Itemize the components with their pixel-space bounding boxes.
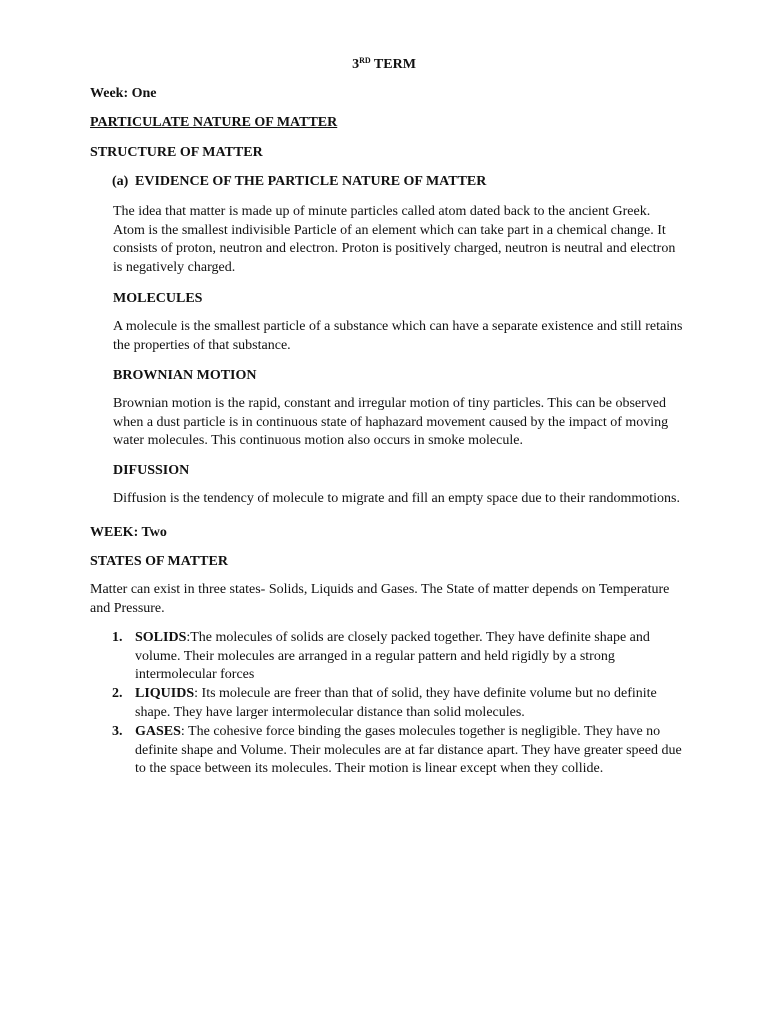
states-heading: STATES OF MATTER (90, 554, 228, 569)
states-paragraph: Matter can exist in three states- Solids, Liquids and Gases. The State of matter depends on Temperature and Pressure. (90, 582, 670, 616)
list-body (135, 723, 682, 779)
molecules-paragraph: A molecule is the smallest particle of a substance which can have a separate existence and still retains the properties of that substance. (113, 319, 683, 353)
week-one-heading: Week: One (90, 86, 157, 101)
brownian-heading: BROWNIAN MOTION (113, 368, 257, 383)
list-number: 2. (112, 686, 123, 701)
structure-heading: STRUCTURE OF MATTER (90, 145, 263, 160)
list-text: :The molecules of solids are closely packed together. They have definite shape and volume. Their molecules are arranged in a regular pattern and held rigidly by a strong intermolecular forces (135, 630, 650, 683)
diffusion-heading: DIFUSSION (113, 463, 190, 478)
evidence-paragraph: The idea that matter is made up of minute particles called atom dated back to the ancient Greek. Atom is the smallest indivisible Particle of an element which can take part in a chemical change. It consists of proton, neutron and electron. Proton is positively charged, neutron is neutral and electron is negatively charged. (113, 204, 676, 275)
week-two-heading: WEEK: Two (90, 525, 167, 540)
brownian-paragraph: Brownian motion is the rapid, constant and irregular motion of tiny particles. This can be observed when a dust particle is in continuous state of haphazard movement caused by the impact of moving water molecules. This continuous motion also occurs in smoke molecule. (113, 396, 669, 449)
molecules-heading: MOLECULES (113, 291, 203, 306)
topic-heading: PARTICULATE NATURE OF MATTER (90, 115, 338, 130)
term-title (0, 56, 768, 74)
list-term: GASES (135, 724, 181, 739)
evidence-marker: (a) (112, 174, 129, 189)
list-number: 1. (112, 630, 123, 645)
list-term: LIQUIDS (135, 686, 195, 701)
term-suffix: RD (359, 56, 371, 65)
list-body (135, 685, 682, 722)
term-word: TERM (373, 57, 416, 72)
diffusion-paragraph: Diffusion is the tendency of molecule to migrate and fill an empty space due to their randommotions. (113, 491, 680, 506)
list-body (135, 629, 682, 685)
term-number: 3 (352, 57, 360, 72)
evidence-heading-row (112, 173, 487, 191)
list-text: : The cohesive force binding the gases molecules together is negligible. They have no definite shape and Volume. Their molecules are at far distance apart. They have greater speed due to the space between its molecules. Their motion is linear except when they collide. (135, 724, 682, 777)
list-text: : Its molecule are freer than that of solid, they have definite volume but no definite shape. They have larger intermolecular distance than solid molecules. (135, 686, 657, 720)
list-term: SOLIDS (135, 630, 187, 645)
evidence-heading: EVIDENCE OF THE PARTICLE NATURE OF MATTER (135, 174, 487, 189)
list-number: 3. (112, 724, 123, 739)
